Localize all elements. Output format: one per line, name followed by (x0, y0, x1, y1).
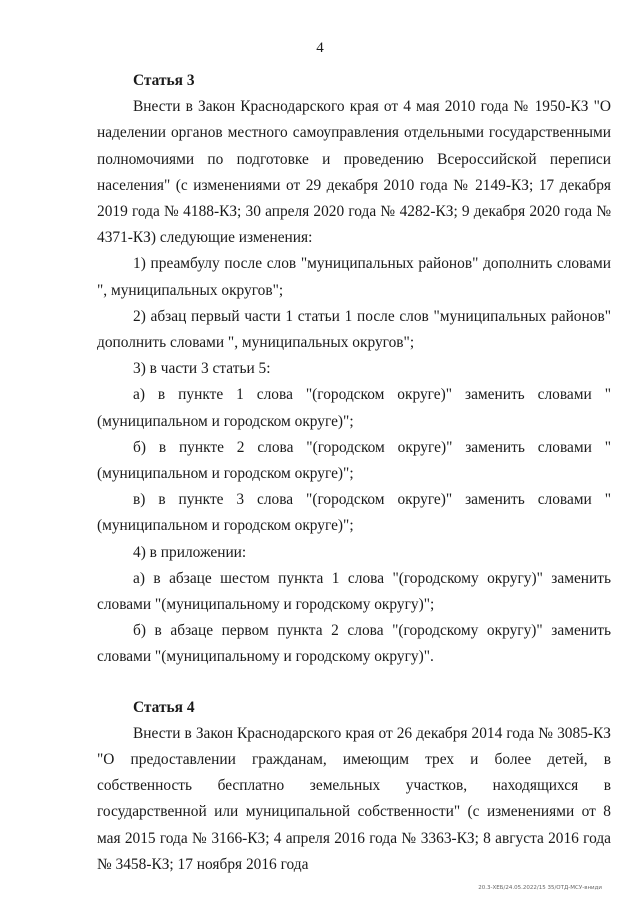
article-3-paragraph: а) в абзаце шестом пункта 1 слова "(городскому округу)" заменить словами "(муниципальному и городскому округу)"; (97, 569, 611, 614)
article-4-title: Статья 4 (133, 698, 195, 716)
page-number: 4 (316, 40, 324, 56)
article-3-paragraph: 1) преамбулу после слов "муниципальных районов" дополнить словами ", муниципальных округов"; (97, 255, 611, 299)
article-4-paragraph: Внести в Закон Краснодарского края от 26 декабря 2014 года № 3085-КЗ "О предоставлении гражданам, имеющим трех и более детей, в собственность бесплатно земельных участков, находящихся в государственной или муниципальной собственности" (с изменениями от 8 мая 2015 года № 3166-КЗ; 4 апреля 2016 года № 3363-КЗ; 8 августа 2016 года № 3458-КЗ; 17 ноября 2016 года (97, 724, 611, 873)
article-3-paragraph: в) в пункте 3 слова "(городском округе)" заменить словами "(муниципальном и городском округе)"; (97, 491, 611, 535)
article-3-paragraph: 2) абзац первый части 1 статьи 1 после слов "муниципальных районов" дополнить словами ", муниципальных округов"; (97, 307, 611, 352)
document-body (97, 68, 611, 878)
article-3-paragraph: 4) в приложении: (133, 543, 247, 561)
article-3-title: Статья 3 (133, 72, 195, 89)
article-3-paragraph: б) в абзаце первом пункта 2 слова "(городскому округу)" заменить словами "(муниципальному и городскому округу)". (97, 622, 611, 666)
article-3-paragraph: б) в пункте 2 слова "(городском округе)" заменить словами "(муниципальном и городском округе)"; (97, 438, 611, 483)
document-footer-code: 20.3-ХЕБ/24.05.2022/15 35/ОТД-МСУ-вниди (478, 885, 602, 891)
section-spacer (97, 671, 611, 695)
article-3-paragraph: Внести в Закон Краснодарского края от 4 мая 2010 года № 1950-КЗ "О наделении органов местного самоуправления отдельными государственными полномочиями по подготовке и проведению Всероссийской переписи населения" (с изменениями от 29 декабря 2010 года № 2149-КЗ; 17 декабря 2019 года № 4188-КЗ; 30 апреля 2020 года № 4282-КЗ; 9 декабря 2020 года № 4371-КЗ) следующие изменения: (97, 98, 611, 247)
article-3-paragraph: а) в пункте 1 слова "(городском округе)" заменить словами " (муниципальном и городском округе)"; (97, 386, 611, 430)
article-3-paragraph: 3) в части 3 статьи 5: (133, 360, 271, 378)
